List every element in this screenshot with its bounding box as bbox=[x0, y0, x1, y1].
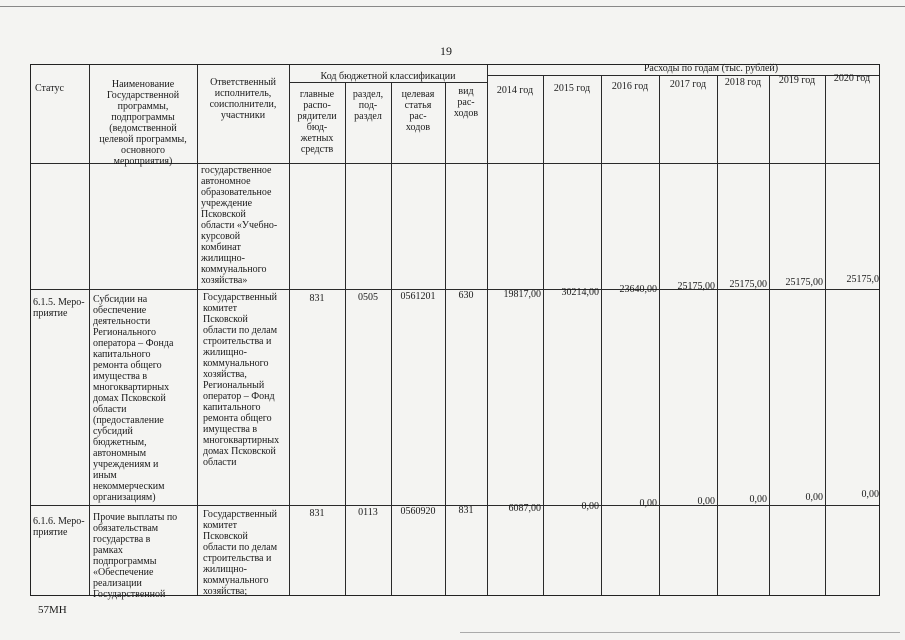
header-year: 2016 год bbox=[611, 81, 649, 92]
row-vr: 630 bbox=[458, 290, 474, 301]
header-year: 2017 год bbox=[669, 79, 707, 90]
row-value: 30214,00 bbox=[561, 287, 599, 298]
header-year: 2019 год bbox=[778, 75, 816, 86]
header-budget-code: Код бюджетной классификации bbox=[320, 71, 456, 82]
header-year: 2018 год bbox=[724, 77, 762, 88]
row-value: 23640,00 bbox=[619, 284, 657, 295]
row-executor: Государственный комитет Псковской области по делам строительства и жилищно- коммунального хозяйства; bbox=[203, 509, 278, 597]
row-csr: 0560920 bbox=[400, 506, 436, 517]
row-rzpr: 0505 bbox=[358, 292, 378, 303]
header-year: 2020 год bbox=[833, 73, 871, 84]
row-value: 25175,00 bbox=[785, 277, 823, 288]
page-number: 19 bbox=[440, 44, 452, 58]
row-executor: Государственный комитет Псковской области по делам строительства и жилищно- коммунального хозяйства, Региональный оператор – Фонд капитального ремонта общего имущества в многоквартирных домах Псковской области bbox=[203, 292, 280, 468]
grid-line bbox=[197, 65, 198, 595]
row-csr: 0561201 bbox=[400, 291, 436, 302]
header-expenses: Расходы по годам (тыс. рублей) bbox=[643, 63, 779, 74]
grid-line bbox=[825, 75, 826, 595]
grid-line bbox=[445, 82, 446, 595]
row-value: 0,00 bbox=[805, 492, 823, 503]
row-name: Прочие выплаты по обязательствам государства в рамках подпрограммы «Обеспечение реализации Государственной bbox=[93, 512, 178, 600]
row-value: 0,00 bbox=[697, 496, 715, 507]
header-executor: Ответственный исполнитель, соисполнители, участники bbox=[209, 77, 277, 121]
row-value: 25175,00 bbox=[677, 281, 715, 292]
grid-line bbox=[487, 65, 488, 595]
grid-line bbox=[289, 82, 487, 83]
grid-line bbox=[769, 75, 770, 595]
header-name: Наименование Государственной программы, подпрограммы (ведомственной целевой программы, основного мероприятия) bbox=[99, 79, 187, 167]
row-name: Субсидии на обеспечение деятельности Регионального оператора – Фонда капитального ремонта общего имущества в многоквартирных домах Псковской области (предоставление субсидий бюджетным, автономным учреждениям и иным некоммерческим организациям) bbox=[93, 294, 174, 503]
grid-line bbox=[601, 75, 602, 595]
row-vr: 831 bbox=[458, 505, 474, 516]
grid-line bbox=[543, 75, 544, 595]
row-rzpr: 0113 bbox=[358, 507, 378, 518]
row-status: 6.1.5. Меро- приятие bbox=[33, 297, 85, 319]
row-value: 19817,00 bbox=[503, 289, 541, 300]
row-value: 0,00 bbox=[749, 494, 767, 505]
row-value: 6087,00 bbox=[508, 503, 541, 514]
footer-code: 57МН bbox=[38, 604, 67, 616]
row-value: 0,00 bbox=[639, 498, 657, 509]
header-grbs: главные распо- рядители бюд- жетных средств bbox=[297, 89, 337, 155]
budget-table bbox=[30, 63, 880, 600]
header-vr: вид рас- ходов bbox=[453, 86, 479, 119]
row-value: 25175,0 bbox=[846, 274, 879, 285]
row-value: 0,00 bbox=[861, 489, 879, 500]
header-rzpr: раздел, под- раздел bbox=[352, 89, 384, 122]
grid-line bbox=[717, 75, 718, 595]
header-status: Статус bbox=[35, 83, 64, 94]
grid-line bbox=[659, 75, 660, 595]
header-year: 2015 год bbox=[553, 83, 591, 94]
row-grbs: 831 bbox=[309, 293, 325, 304]
header-csr: целевая статья рас- ходов bbox=[401, 89, 435, 133]
row-status: 6.1.6. Меро- приятие bbox=[33, 516, 85, 538]
grid-line bbox=[345, 82, 346, 595]
continued-executor: государственное автономное образовательное учреждение Псковской области «Учебно- курсовой комбинат жилищно- коммунального хозяйства» bbox=[201, 165, 278, 286]
grid-line bbox=[391, 82, 392, 595]
scan-edge-bottom bbox=[460, 632, 900, 633]
scan-edge-top bbox=[0, 6, 905, 7]
header-year: 2014 год bbox=[496, 85, 534, 96]
row-value: 25175,00 bbox=[729, 279, 767, 290]
row-grbs: 831 bbox=[309, 508, 325, 519]
row-value: 0,00 bbox=[581, 501, 599, 512]
